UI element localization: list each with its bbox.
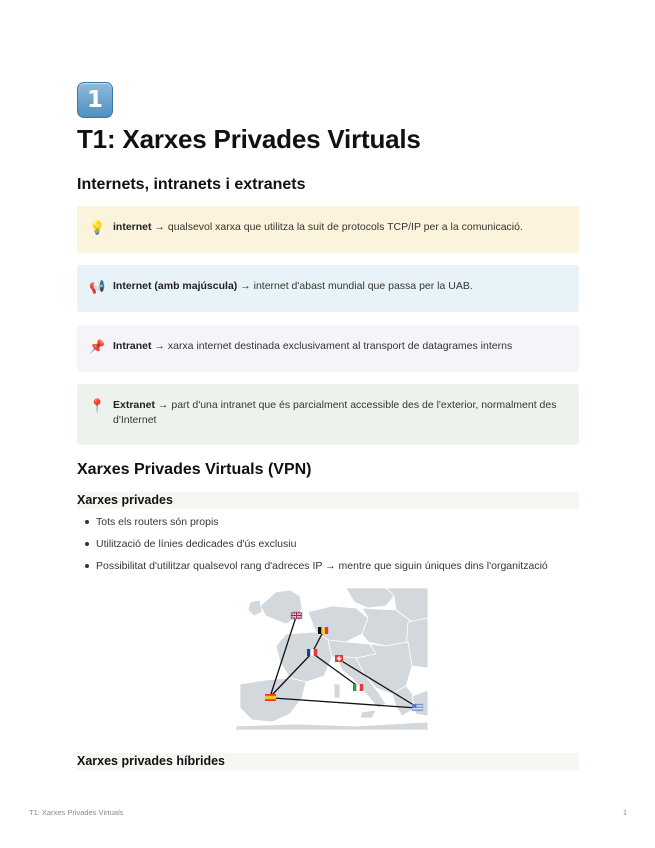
europe-network-map (236, 588, 428, 730)
callout-text (111, 279, 567, 294)
bullet-list (85, 515, 579, 581)
italy-flag-icon (353, 684, 363, 691)
round-pin-icon: 📍 (89, 398, 106, 413)
callout-extranet (77, 384, 579, 445)
page-number: 1 (622, 808, 627, 817)
uk-flag-icon (291, 612, 302, 619)
callout-text (111, 339, 567, 354)
callout-internet (77, 206, 579, 253)
france-flag-icon (307, 649, 317, 656)
callout-term: Intranet (113, 340, 152, 352)
callout-definition: → qualsevol xarxa que utilitza la suit de protocols TCP/IP per a la comunicació. (151, 221, 523, 233)
callout-definition: → internet d'abast mundial que passa per la UAB. (237, 280, 473, 292)
callout-text (111, 398, 567, 428)
callout-text (111, 220, 567, 235)
subheading-hybrid-networks: Xarxes privades híbrides (77, 753, 579, 770)
pushpin-icon: 📌 (89, 339, 106, 354)
list-item: Tots els routers són propis (85, 515, 579, 529)
subheading-private-networks: Xarxes privades (77, 492, 579, 509)
footer-document-title: T1: Xarxes Privades Virtuals (29, 808, 124, 817)
callout-term: Extranet (113, 399, 156, 411)
belgium-flag-icon (318, 627, 328, 634)
callout-definition: → xarxa internet destinada exclusivament al transport de datagrames interns (151, 340, 513, 352)
callout-internet-capital (77, 265, 579, 312)
switzerland-flag-icon (335, 655, 343, 662)
greece-flag-icon (412, 704, 423, 711)
list-item: Utilització de línies dedicades d'ús exclusiu (85, 537, 579, 551)
list-item: Possibilitat d'utilitzar qualsevol rang d'adreces IP → mentre que siguin úniques dins l'organització (85, 559, 579, 573)
megaphone-icon: 📢 (89, 279, 106, 294)
lightbulb-icon: 💡 (89, 220, 106, 235)
keycap-one-icon: 1 (77, 82, 113, 118)
callout-definition: → part d'una intranet que és parcialment accessible des de l'exterior, normalment des d'Internet (113, 399, 557, 426)
callout-intranet (77, 325, 579, 372)
callout-term: Internet (amb majúscula) (113, 280, 238, 292)
callout-term: internet (113, 221, 152, 233)
spain-flag-icon (265, 694, 276, 701)
page-title: T1: Xarxes Privades Virtuals (77, 124, 421, 154)
section-heading-vpn: Xarxes Privades Virtuals (VPN) (77, 461, 312, 478)
section-heading-internets: Internets, intranets i extranets (77, 176, 306, 193)
